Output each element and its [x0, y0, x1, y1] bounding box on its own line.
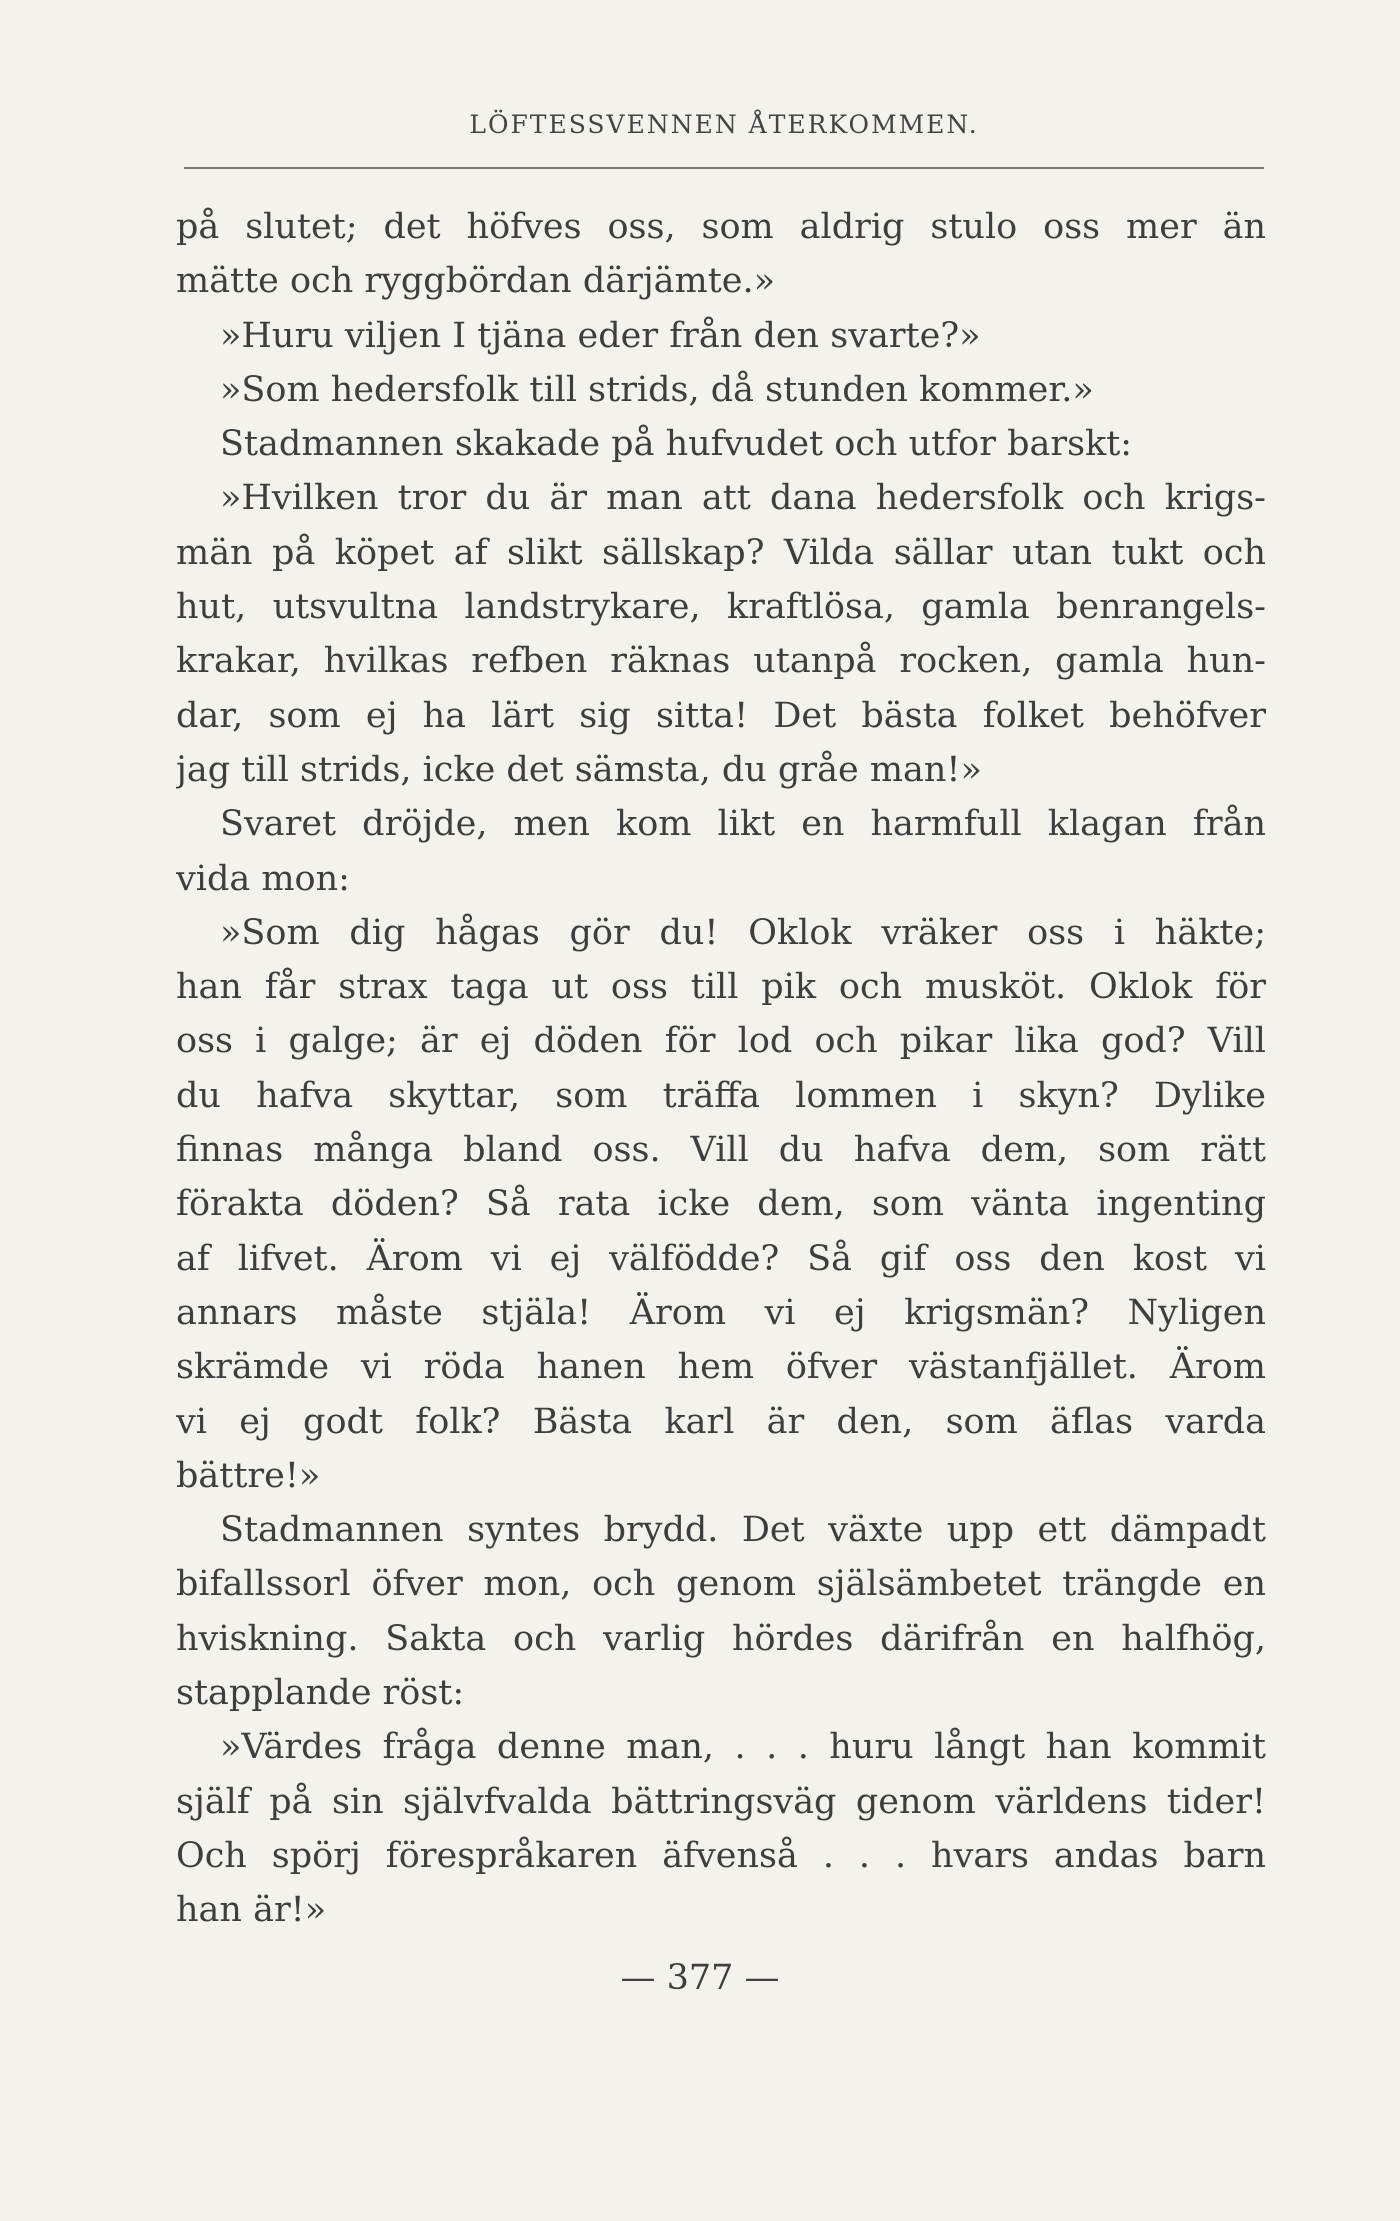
- text-line: män på köpet af slikt sällskap? Vilda sällar utan tukt och: [176, 532, 1266, 573]
- text-line: Stadmannen syntes brydd. Det växte upp ett dämpadt: [220, 1510, 1266, 1551]
- text-line: vida mon:: [176, 858, 350, 899]
- text-line: »Som hedersfolk till strids, då stunden kommer.»: [220, 369, 1094, 410]
- text-line: annars måste stjäla! Ärom vi ej krigsmän? Nyligen: [176, 1292, 1266, 1333]
- text-line: krakar, hvilkas refben räknas utanpå rocken, gamla hun-: [176, 641, 1266, 682]
- text-line: Och spörj förespråkaren äfvenså . . . hvars andas barn: [176, 1835, 1266, 1876]
- text-line: du hafva skyttar, som träffa lommen i skyn? Dylike: [176, 1075, 1266, 1116]
- text-line: förakta döden? Så rata icke dem, som vänta ingenting: [176, 1184, 1266, 1225]
- text-line: vi ej godt folk? Bästa karl är den, som äflas varda: [176, 1401, 1266, 1442]
- text-line: »Värdes fråga denne man, . . . huru långt han kommit: [220, 1727, 1266, 1768]
- page-number: — 377 —: [620, 1958, 780, 1998]
- text-line: »Som dig hågas gör du! Oklok vräker oss i häkte;: [220, 912, 1266, 953]
- body-text: [176, 200, 1266, 1938]
- text-line: Svaret dröjde, men kom likt en harmfull klagan från: [220, 804, 1266, 845]
- text-line: bättre!»: [176, 1455, 321, 1496]
- text-line: af lifvet. Ärom vi ej välfödde? Så gif oss den kost vi: [176, 1238, 1266, 1279]
- text-line: han är!»: [176, 1890, 327, 1931]
- text-line: stapplande röst:: [176, 1673, 465, 1714]
- text-line: »Huru viljen I tjäna eder från den svarte?»: [220, 315, 981, 356]
- text-line: dar, som ej ha lärt sig sitta! Det bästa folket behöfver: [176, 695, 1266, 736]
- text-line: oss i galge; är ej döden för lod och pikar lika god? Vill: [176, 1021, 1266, 1062]
- text-line: på slutet; det höfves oss, som aldrig stulo oss mer än: [176, 207, 1266, 247]
- text-line: skrämde vi röda hanen hem öfver västanfjället. Ärom: [176, 1347, 1266, 1388]
- text-line: hut, utsvultna landstrykare, kraftlösa, gamla benrangels-: [176, 587, 1266, 628]
- text-line: finnas många bland oss. Vill du hafva dem, som rätt: [176, 1130, 1266, 1171]
- text-line: »Hvilken tror du är man att dana hedersfolk och krigs-: [220, 478, 1266, 519]
- text-line: själf på sin självfvalda bättringsväg genom världens tider!: [176, 1781, 1266, 1822]
- text-line: mätte och ryggbördan därjämte.»: [176, 261, 776, 302]
- text-line: han får strax taga ut oss till pik och musköt. Oklok för: [176, 967, 1266, 1008]
- text-line: jag till strids, icke det sämsta, du gråe man!»: [176, 749, 982, 790]
- text-line: hviskning. Sakta och varlig hördes därifrån en halfhög,: [176, 1618, 1266, 1659]
- text-line: Stadmannen skakade på hufvudet och utfor barskt:: [220, 424, 1133, 465]
- header-rule: [184, 167, 1264, 169]
- text-line: bifallssorl öfver mon, och genom själsämbetet trängde en: [176, 1564, 1266, 1605]
- running-title: LÖFTESSVENNEN ÅTERKOMMEN.: [469, 110, 979, 139]
